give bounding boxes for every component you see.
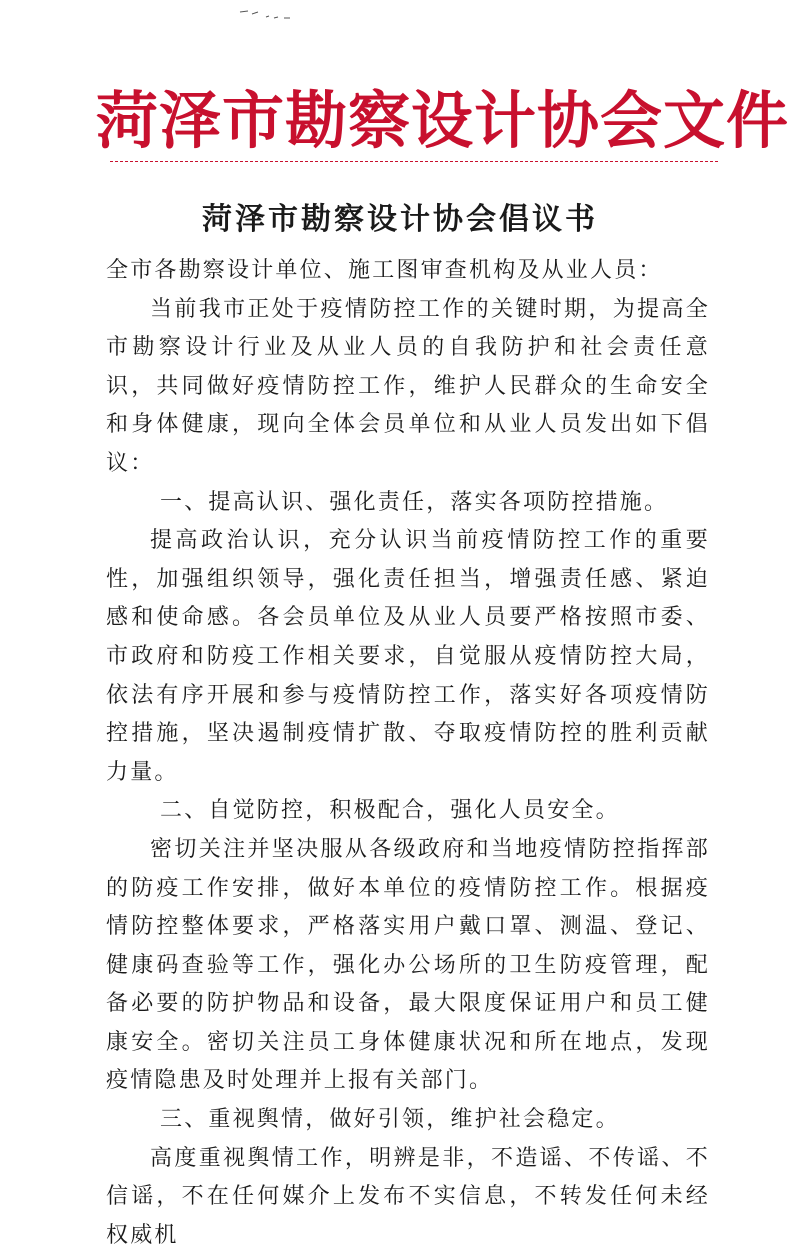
header-red-rule [110, 161, 718, 162]
section-2-heading: 二、自觉防控，积极配合，强化人员安全。 [160, 798, 620, 824]
document-body [106, 252, 710, 1255]
section-3-paragraph: 高度重视舆情工作，明辨是非，不造谣、不传谣、不信谣，不在任何媒介上发布不实信息，不转发任何未经权威机 [106, 1145, 710, 1248]
intro-paragraph: 当前我市正处于疫情防控工作的关键时期，为提高全市勘察设计行业及从业人员的自我防护和社会责任意识，共同做好疫情防控工作，维护人民群众的生命安全和身体健康，现向全体会员单位和从业人员发出如下倡议： [106, 296, 710, 476]
org-header-title: 菏泽市勘察设计协会文件 [96, 84, 790, 157]
section-3-heading: 三、重视舆情，做好引领，维护社会稳定。 [160, 1107, 620, 1133]
scan-artifact-mark [238, 8, 298, 22]
section-1-paragraph: 提高政治认识，充分认识当前疫情防控工作的重要性，加强组织领导，强化责任担当，增强责任感、紧迫感和使命感。各会员单位及从业人员要严格按照市委、市政府和防疫工作相关要求，自觉服从疫情防控大局，依法有序开展和参与疫情防控工作，落实好各项疫情防控措施，坚决遏制疫情扩散、夺取疫情防控的胜利贡献力量。 [106, 528, 710, 785]
section-1-heading: 一、提高认识、强化责任，落实各项防控措施。 [160, 489, 669, 515]
section-2-paragraph: 密切关注并坚决服从各级政府和当地疫情防控指挥部的防疫工作安排，做好本单位的疫情防控工作。根据疫情防控整体要求，严格落实用户戴口罩、测温、登记、健康码查验等工作，强化办公场所的卫生防疫管理，配备必要的防护物品和设备，最大限度保证用户和员工健康安全。密切关注员工身体健康状况和所在地点，发现疫情隐患及时处理并上报有关部门。 [106, 836, 710, 1094]
document-title: 菏泽市勘察设计协会倡议书 [202, 202, 598, 237]
salutation: 全市各勘察设计单位、施工图审查机构及从业人员： [106, 258, 663, 283]
